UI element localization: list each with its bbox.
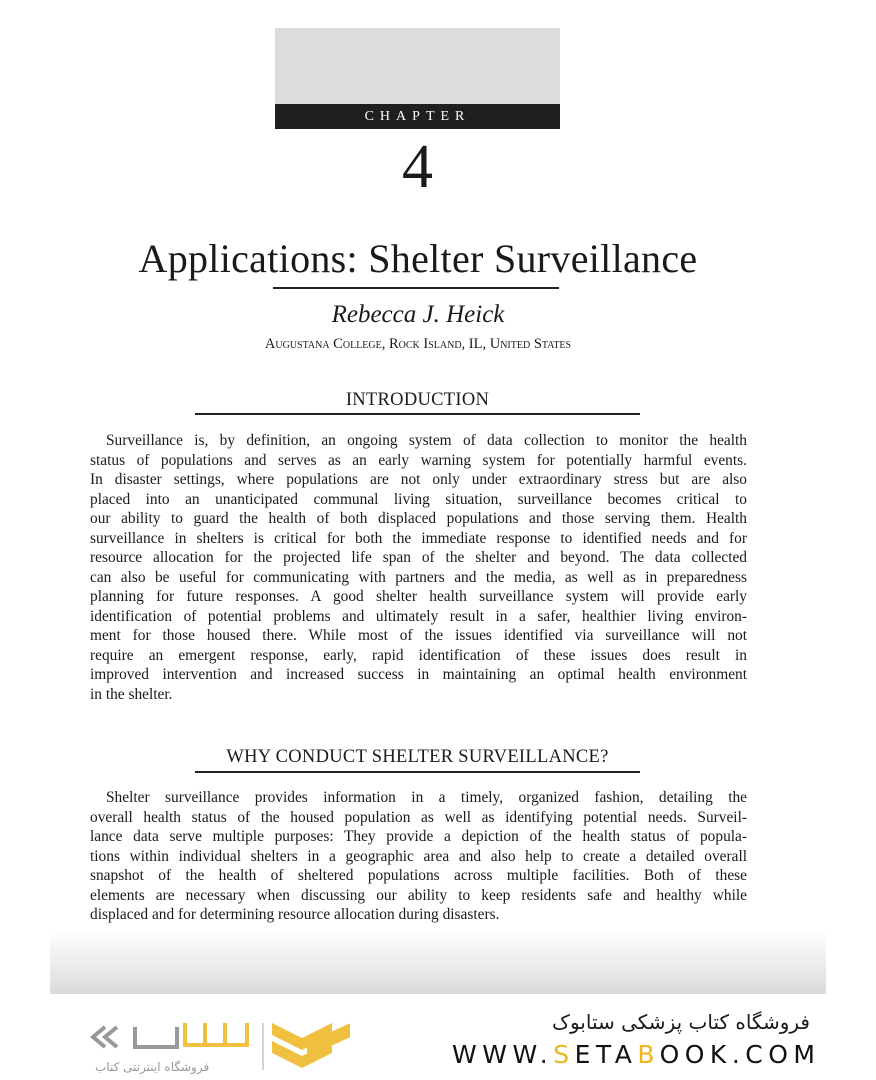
text-line: can also be useful for communicating with partners and the media, as well as in preparedness	[90, 568, 747, 586]
text-line: In disaster settings, where populations are not only under extraordinary stress but are also	[90, 471, 747, 488]
text-line: require an emergent response, early, rapid identification of these issues does result in	[90, 646, 747, 664]
text-line: displaced and for determining resource allocation during disasters.	[90, 906, 500, 923]
chapter-title: Applications: Shelter Surveillance	[138, 236, 698, 281]
text-line: overall health status of the housed population as well as identifying potential needs. Surveil-	[90, 808, 747, 826]
section-heading-why: WHY CONDUCT SHELTER SURVEILLANCE?	[226, 747, 609, 767]
text-line: snapshot of the health of sheltered populations across multiple facilities. Both of these	[90, 867, 747, 884]
text-line: our ability to guard the health of both displaced populations and those serving them. Health	[90, 510, 747, 527]
text-line: elements are necessary when discussing our ability to keep residents safe and healthy while	[90, 886, 747, 904]
chapter-number: 4	[402, 133, 433, 201]
author-affiliation: Augustana College, Rock Island, IL, United States	[264, 336, 572, 352]
text-line: tions within individual shelters in a geographic area and also help to create a detailed overall	[90, 847, 747, 865]
text-line: identification of potential problems and ultimately result in a safer, healthier living environ-	[90, 607, 747, 625]
heading-rule	[195, 771, 640, 773]
chevron-icon	[272, 1023, 332, 1068]
text-line: Shelter surveillance provides information in a timely, organized fashion, detailing the	[106, 789, 747, 806]
text-line: resource allocation for the projected life span of the shelter and beyond. The data collected	[90, 549, 747, 566]
author-name: Rebecca J. Heick	[331, 301, 505, 328]
text-line: planning for future responses. A good shelter health surveillance system will provide early	[90, 588, 747, 605]
store-name: فروشگاه کتاب پزشکی ستابوک	[552, 1010, 810, 1034]
section-heading-introduction: INTRODUCTION	[345, 390, 490, 410]
why-paragraph	[90, 788, 747, 925]
text-line: surveillance in shelters is critical for both the immediate response to identified needs and for	[90, 529, 747, 547]
page-bottom-shadow	[50, 930, 826, 994]
chapter-label: CHAPTER	[275, 104, 560, 129]
double-chevron-icon	[93, 1027, 177, 1047]
heading-rule	[195, 413, 640, 415]
title-rule	[273, 287, 559, 289]
intro-paragraph	[90, 431, 747, 704]
text-line: ment for those housed there. While most of the issues identified via surveillance will not	[90, 627, 747, 644]
site-url[interactable]	[452, 1040, 820, 1069]
text-line: in the shelter.	[90, 685, 173, 703]
text-line: improved intervention and increased success in maintaining an optimal health environment	[90, 666, 747, 683]
logo-wordmark-icon	[185, 1023, 247, 1045]
url-part: WWW.	[452, 1040, 554, 1069]
text-line: placed into an unanticipated communal living situation, surveillance becomes critical to	[90, 490, 747, 508]
text-line: status of populations and serves as an early warning system for potentially harmful events.	[90, 451, 747, 469]
url-part: OOK.COM	[659, 1040, 821, 1069]
logo-subtitle: فروشگاه اینترنتی کتاب	[95, 1060, 210, 1074]
url-part: ETA	[574, 1040, 638, 1069]
text-line: Surveillance is, by definition, an ongoing system of data collection to monitor the health	[106, 432, 747, 449]
text-line: lance data serve multiple purposes: They provide a depiction of the health status of popula-	[90, 828, 747, 845]
url-part-highlight: B	[637, 1040, 660, 1069]
url-part-highlight: S	[553, 1040, 575, 1069]
chapter-header-box	[275, 28, 560, 104]
